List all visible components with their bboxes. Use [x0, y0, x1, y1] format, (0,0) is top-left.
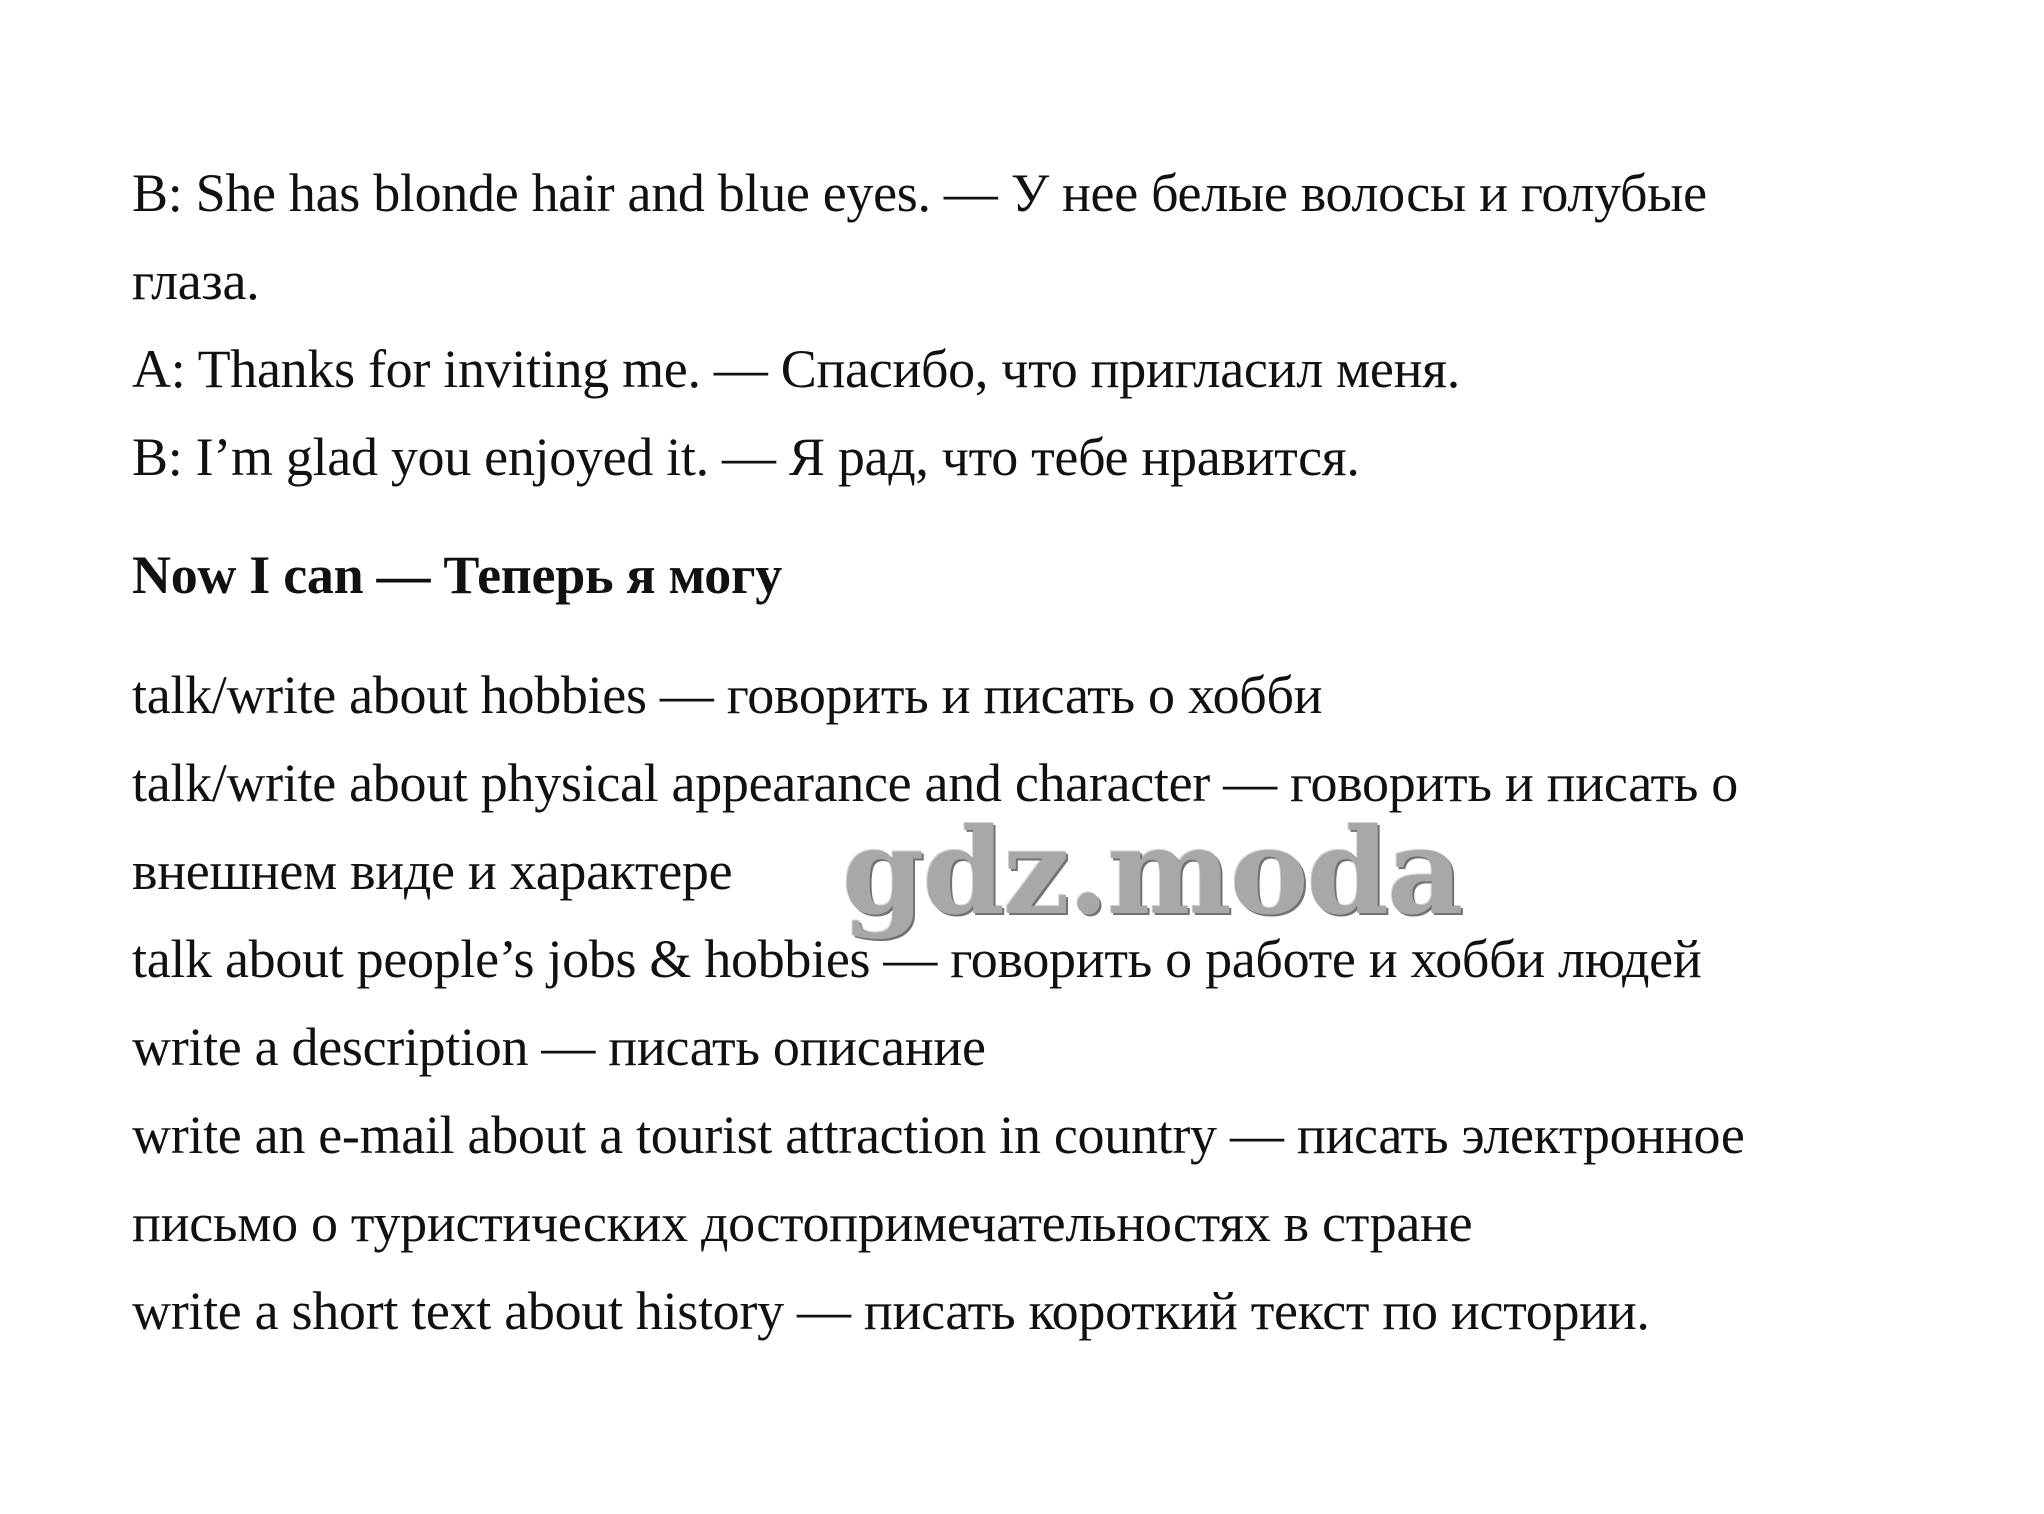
section-heading: Now I can — Теперь я могу: [132, 545, 782, 605]
dialogue-line: A: Thanks for inviting me. — Спасибо, что пригласил меня.: [132, 339, 1460, 399]
dialogue-line: B: I’m glad you enjoyed it. — Я рад, что тебе нравится.: [132, 427, 1360, 487]
skill-line: talk about people’s jobs & hobbies — говорить о работе и хобби людей: [132, 929, 1702, 989]
skill-line: write a short text about history — писать короткий текст по истории.: [132, 1281, 1650, 1341]
skill-line: write a description — писать описание: [132, 1017, 986, 1077]
dialogue-line: глаза.: [132, 251, 260, 311]
skill-line: внешнем виде и характере: [132, 841, 733, 901]
skill-line: письмо о туристических достопримечательностях в стране: [132, 1193, 1473, 1253]
watermark-logo: gdz.moda: [842, 802, 1462, 941]
skill-line: talk/write about hobbies — говорить и писать о хобби: [132, 665, 1323, 725]
skill-line: talk/write about physical appearance and character — говорить и писать о: [132, 753, 1738, 813]
dialogue-line: B: She has blonde hair and blue eyes. — У нее белые волосы и голубые: [132, 163, 1707, 223]
skill-line: write an e-mail about a tourist attraction in country — писать электронное: [132, 1105, 1745, 1165]
